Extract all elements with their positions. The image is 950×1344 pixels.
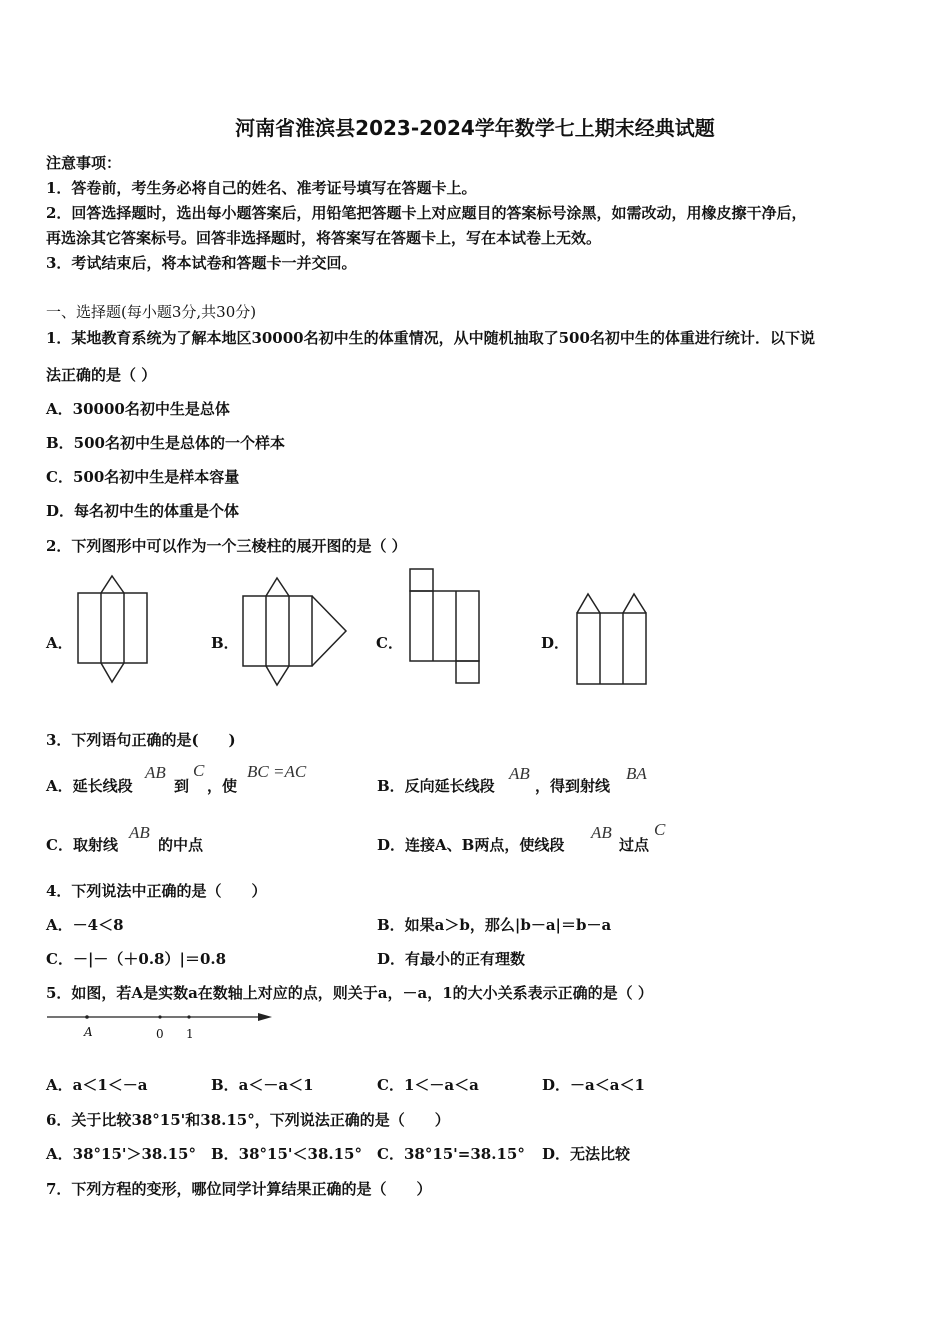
q3-option-d-text: 过点 [619, 836, 650, 854]
q1-option-c: C．500名初中生是样本容量 [46, 468, 240, 486]
q3-option-a-math: C [193, 761, 205, 780]
q3-option-c-math: AB [129, 823, 150, 842]
q2-label-b: B． [211, 634, 239, 652]
axis-label-one: 1 [186, 1027, 194, 1041]
notice-item: 3．考试结束后，将本试卷和答题卡一并交回。 [46, 254, 357, 272]
q4-option-a: A．－4＜8 [46, 916, 124, 934]
point-one [187, 1015, 190, 1018]
q7-stem: 7．下列方程的变形，哪位同学计算结果正确的是（ ） [46, 1180, 432, 1198]
q3-option-b-math: BA [626, 764, 647, 783]
q1-stem-cont: 法正确的是（ ） [46, 366, 157, 384]
q3-option-b-text: ，得到射线 [535, 777, 611, 795]
q3-option-a-text: 到 [174, 777, 190, 795]
q4-option-b: B．如果a＞b，那么|b－a|＝b－a [377, 916, 612, 934]
q3-option-b-math: AB [509, 764, 530, 783]
number-line-arrow [258, 1013, 272, 1021]
q1-option-b: B．500名初中生是总体的一个样本 [46, 434, 285, 452]
axis-label-zero: 0 [156, 1027, 164, 1041]
notice-item: 2．回答选择题时，选出每小题答案后，用铅笔把答题卡上对应题目的答案标号涂黑，如需改动，用橡皮擦干净后， [46, 204, 807, 222]
q3-option-c-text: 的中点 [158, 836, 204, 854]
q4-option-c: C．－|－（＋0.8）|＝0.8 [46, 950, 227, 968]
point-a [85, 1015, 89, 1019]
q3-option-a-math: BC =AC [247, 762, 307, 781]
q2-label-d: D． [541, 634, 570, 652]
q6-option-a: A．38°15'＞38.15° [46, 1145, 196, 1163]
q5-option-a: A．a＜1＜－a [46, 1076, 148, 1094]
q1-stem: 1．某地教育系统为了解本地区30000名初中生的体重情况，从中随机抽取了500名初中生的体重进行统计．以下说 [46, 329, 815, 347]
q3-option-d-math: C [654, 820, 666, 839]
notice-heading: 注意事项： [46, 154, 122, 172]
q5-option-c: C．1＜－a＜a [377, 1076, 479, 1094]
q5-stem: 5．如图，若A是实数a在数轴上对应的点，则关于a，－a，1的大小关系表示正确的是（ ） [46, 984, 653, 1002]
q6-stem: 6．关于比较38°15'和38.15°，下列说法正确的是（ ） [46, 1111, 450, 1129]
section-heading: 一、选择题(每小题3分,共30分) [46, 303, 257, 321]
q6-option-c: C．38°15'=38.15° [377, 1145, 525, 1163]
q2-label-c: C． [376, 634, 403, 652]
q3-option-a-text: ，使 [207, 777, 238, 795]
q3-stem: 3．下列语句正确的是( ) [46, 731, 236, 749]
q6-option-d: D．无法比较 [542, 1145, 631, 1163]
q1-option-a: A．30000名初中生是总体 [46, 400, 230, 418]
q3-option-d-prefix: D．连接A、B两点，使线段 [377, 836, 565, 854]
q3-option-c-prefix: C．取射线 [46, 836, 118, 854]
notice-item: 再选涂其它答案标号。回答非选择题时，将答案写在答题卡上，写在本试卷上无效。 [46, 229, 602, 247]
q4-option-d: D．有最小的正有理数 [377, 950, 526, 968]
q1-option-d: D．每名初中生的体重是个体 [46, 502, 240, 520]
q3-option-b-prefix: B．反向延长线段 [377, 777, 495, 795]
q6-option-b: B．38°15'＜38.15° [211, 1145, 362, 1163]
q5-option-d: D．－a＜a＜1 [542, 1076, 645, 1094]
page-title: 河南省淮滨县2023-2024学年数学七上期末经典试题 [235, 116, 715, 140]
point-zero [158, 1015, 161, 1018]
q2-label-a: A． [46, 634, 73, 652]
q2-stem: 2．下列图形中可以作为一个三棱柱的展开图的是（ ） [46, 537, 407, 555]
axis-label-a: A [84, 1025, 93, 1039]
q3-option-a-prefix: A．延长线段 [46, 777, 133, 795]
q5-option-b: B．a＜－a＜1 [211, 1076, 314, 1094]
q4-stem: 4．下列说法中正确的是（ ） [46, 882, 267, 900]
notice-item: 1．答卷前，考生务必将自己的姓名、准考证号填写在答题卡上。 [46, 179, 477, 197]
q3-option-d-math: AB [591, 823, 612, 842]
q3-option-a-math: AB [145, 763, 166, 782]
